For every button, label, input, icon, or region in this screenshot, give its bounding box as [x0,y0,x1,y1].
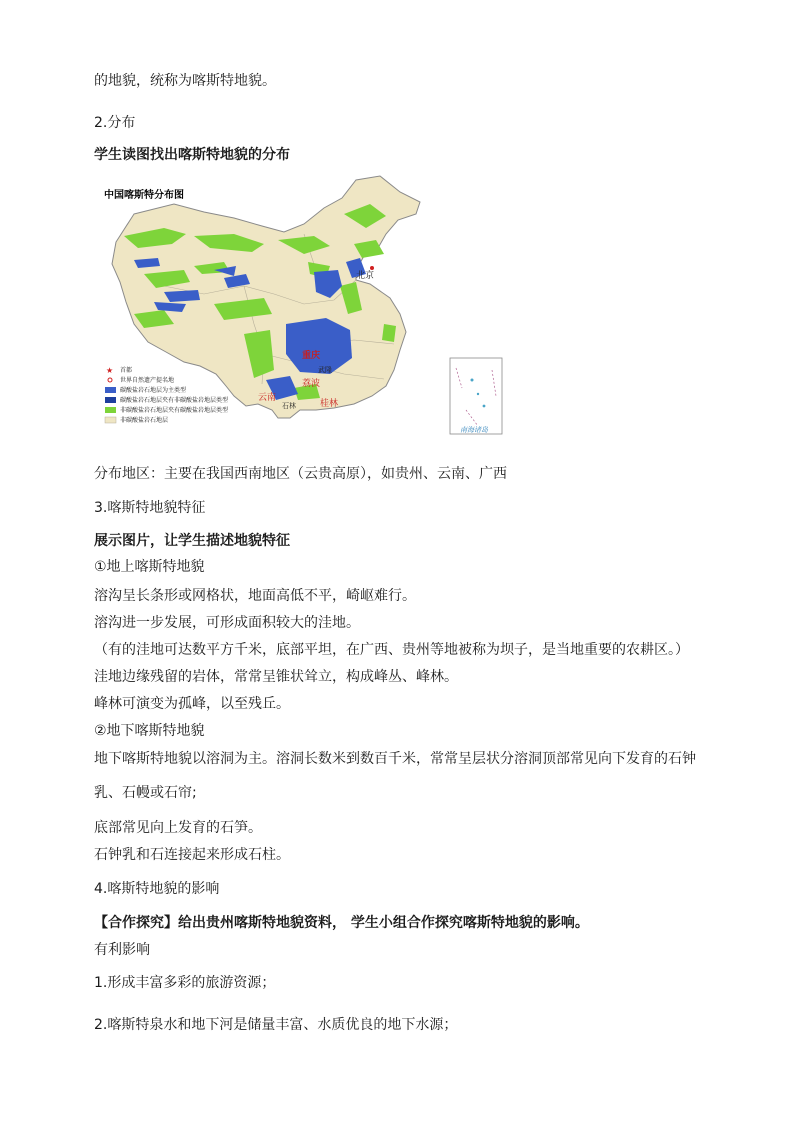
instruction-cooperative-inquiry: 【合作探究】给出贵州喀斯特地貌资料， 学生小组合作探究喀斯特地貌的影响。 [94,915,589,931]
distribution-summary: 分布地区：主要在我国西南地区（云贵高原），如贵州、云南、广西 [94,466,507,482]
label-chongqing: 重庆 [302,351,321,361]
legend-item-capital: 首都 [120,367,133,374]
legend-item-non-carbonate: 非碳酸盐岩石地层 [120,417,169,424]
subheading-underground-karst: ②地下喀斯特地貌 [94,723,205,739]
label-yunnan: 云南 [258,393,277,403]
legend-swatch-carbonate-mixed [105,397,116,403]
legend-item-non-carbonate-mixed: 非碳酸盐岩石地层夹有碳酸盐岩地层类型 [120,407,229,414]
subheading-benefits: 有利影响 [94,942,150,958]
south-sea-inset [450,358,502,434]
label-libo: 荔波 [302,379,321,389]
map-title: 中国喀斯特分布图 [104,190,184,201]
benefit-groundwater: 2.喀斯特泉水和地下河是储量丰富、水质优良的地下水源； [94,1017,458,1033]
benefit-tourism: 1.形成丰富多彩的旅游资源； [94,975,276,991]
china-karst-map [94,174,506,438]
beijing-marker [370,266,374,270]
heading-distribution: 2.分布 [94,115,136,131]
map-legend [105,366,228,424]
inset-label: 南海诸岛 [460,426,488,434]
heritage-site-icon [108,378,112,382]
heading-karst-features: 3.喀斯特地貌特征 [94,500,206,516]
instruction-show-pictures: 展示图片，让学生描述地貌特征 [94,533,290,549]
paragraph-peak-cluster: 洼地边缘残留的岩体，常常呈锥状耸立，构成峰丛、峰林。 [94,669,458,685]
legend-swatch-carbonate-main [105,387,116,393]
legend-item-heritage: 世界自然遗产提名地 [120,377,175,384]
heading-karst-impact: 4.喀斯特地貌的影响 [94,881,220,897]
label-shilin: 石林 [282,402,296,410]
paragraph-column: 石钟乳和石连接起来形成石柱。 [94,847,290,863]
legend-swatch-non-carbonate [105,417,116,423]
legend-item-carbonate-main: 碳酸盐岩石地层为主类型 [120,387,187,394]
star-icon: ★ [106,366,114,375]
legend-swatch-non-carbonate-mixed [105,407,116,413]
paragraph-stalagmite: 底部常见向上发育的石笋。 [94,820,262,836]
subheading-surface-karst: ①地上喀斯特地貌 [94,559,205,575]
legend-item-carbonate-mixed: 碳酸盐岩石地层夹有非碳酸盐岩地层类型 [120,397,229,404]
instruction-read-map: 学生读图找出喀斯特地貌的分布 [94,147,290,163]
paragraph-caves: 地下喀斯特地貌以溶洞为主。溶洞长数米到数百千米，常常呈层状分溶洞顶部常见向下发育的石钟 [94,751,696,767]
paragraph-karren: 溶沟呈长条形或网格状，地面高低不平，崎岖难行。 [94,588,416,604]
label-wulong: 武隆 [318,366,332,374]
paragraph-depression: 溶沟进一步发展，可形成面积较大的洼地。 [94,615,360,631]
label-beijing: 北京 [356,271,375,281]
paragraph-bazi-note: （有的洼地可达数平方千米，底部平坦，在广西、贵州等地被称为坝子，是当地重要的农耕区。） [94,642,689,658]
paragraph-isolated-peak: 峰林可演变为孤峰，以至残丘。 [94,696,290,712]
paragraph-definition-end: 的地貌，统称为喀斯特地貌。 [94,73,276,89]
paragraph-caves-cont: 乳、石幔或石帘; [94,785,197,801]
label-guilin: 桂林 [320,399,339,409]
